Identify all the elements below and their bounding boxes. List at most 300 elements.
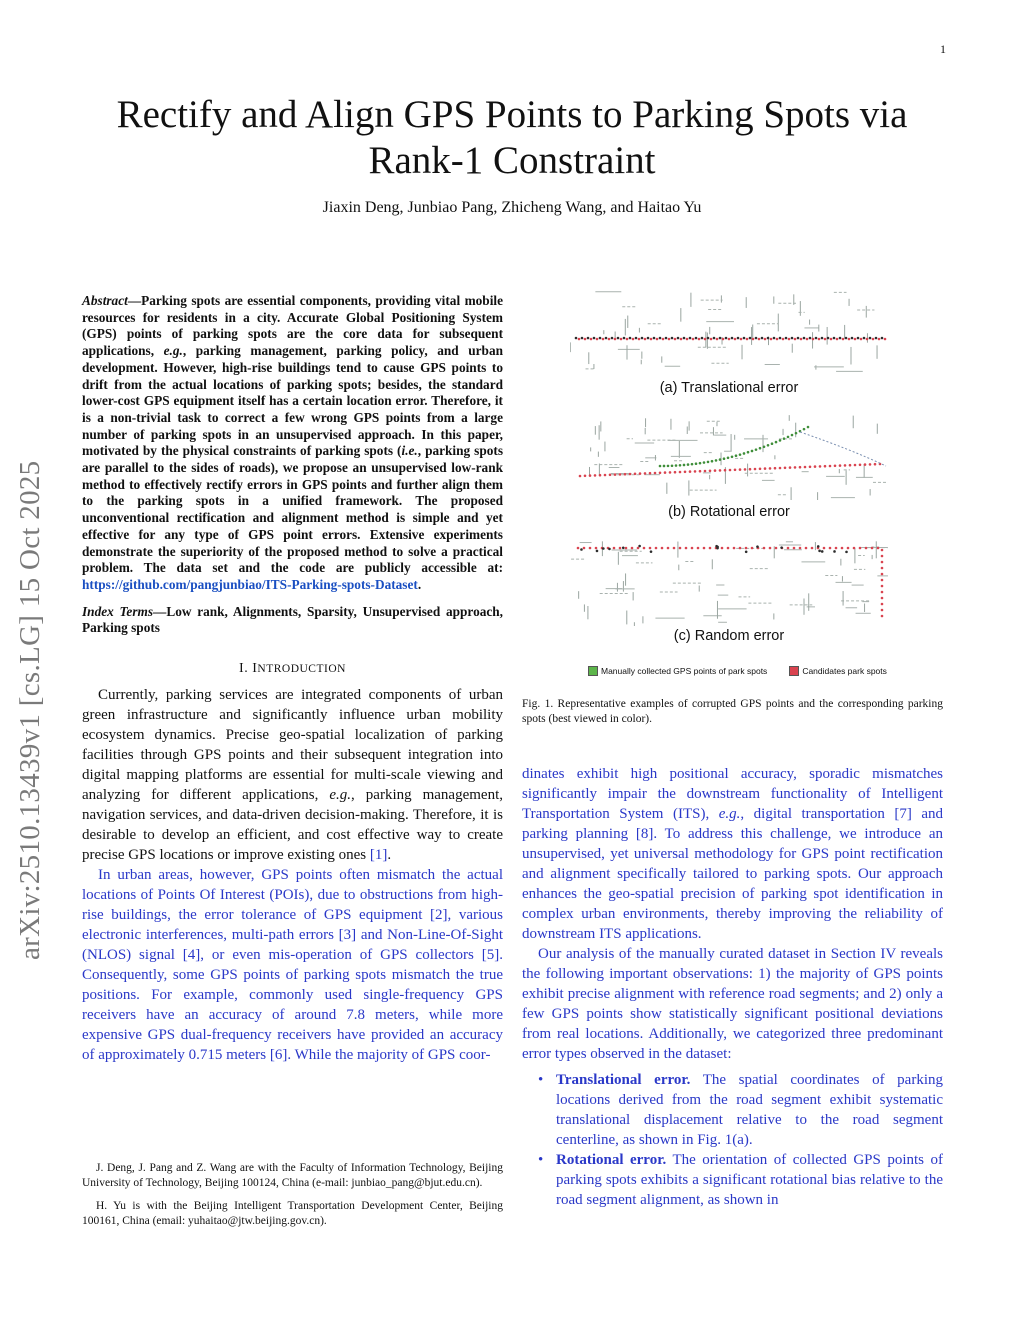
gps-point <box>707 461 710 464</box>
figure-panel-a <box>570 290 888 376</box>
candidate-spot-point <box>869 463 872 466</box>
right-column <box>522 764 943 1210</box>
candidate-spot-point <box>594 474 597 477</box>
candidate-spot-point <box>634 473 637 476</box>
candidate-spot-point <box>881 549 884 552</box>
gps-point <box>611 337 614 340</box>
panel-c-caption: (c) Random error <box>673 628 785 644</box>
candidate-spot-point <box>776 338 779 341</box>
footnote-affiliation-1: J. Deng, J. Pang and Z. Wang are with the Faculty of Information Technology, Beijing University of Technology, Beijing 100124, China (e-mail: junbiao_pang@bjut.edu.cn). <box>82 1162 503 1189</box>
gps-point <box>809 337 812 340</box>
gps-point <box>739 453 742 456</box>
gps-point <box>827 337 830 340</box>
gps-point <box>839 337 842 340</box>
candidate-spot-point <box>661 547 664 550</box>
candidate-spot-point <box>881 603 884 606</box>
gps-point <box>647 337 650 340</box>
candidate-spot-point <box>694 470 697 473</box>
candidate-spot-point <box>854 338 857 341</box>
legend-label-candidates: Candidates park spots <box>802 666 887 676</box>
gps-point <box>667 465 670 468</box>
candidate-spot-point <box>590 338 593 341</box>
candidate-spot-point <box>799 466 802 469</box>
gps-point <box>779 337 782 340</box>
bullet-dot-icon: • <box>538 1152 544 1168</box>
gps-point <box>763 445 766 448</box>
candidate-spot-point <box>787 547 790 550</box>
paper-title <box>60 92 964 184</box>
arxiv-identifier-stamp: arXiv:2510.13439v1 [cs.LG] 15 Oct 2025 <box>14 460 46 960</box>
gps-point <box>580 548 583 551</box>
candidate-spot-point <box>643 547 646 550</box>
candidate-spot-point <box>667 547 670 550</box>
gps-point <box>608 548 611 551</box>
right-paragraph-2: Our analysis of the manually curated dataset in Section IV reveals the following important observations: 1) the majority of GPS points exhibit precise alignment with reference road segments; and 2) only a few GPS points show statistically significant positional deviations from real locations. Additionally, we categorized three predominant error types observed in the dataset: <box>522 946 943 1062</box>
candidate-spot-point <box>854 464 857 467</box>
candidate-spot-point <box>734 469 737 472</box>
gps-point <box>599 337 602 340</box>
figure-caption: Fig. 1. Representative examples of corrupted GPS points and the corresponding parking spots (best viewed in color). <box>522 698 943 725</box>
gps-point <box>707 337 710 340</box>
gps-point <box>771 442 774 445</box>
candidate-spot-point <box>704 338 707 341</box>
candidate-spot-point <box>604 474 607 477</box>
candidate-spot-point <box>848 338 851 341</box>
panel-b-caption: (b) Rotational error <box>668 504 790 520</box>
gps-point <box>715 545 718 548</box>
candidate-spot-point <box>719 469 722 472</box>
candidate-spot-point <box>733 547 736 550</box>
author-list: Jiaxin Deng, Junbiao Pang, Zhicheng Wang, and Haitao Yu <box>322 199 702 216</box>
gps-point <box>737 337 740 340</box>
gps-point <box>665 337 668 340</box>
gps-point <box>695 337 698 340</box>
candidate-spot-point <box>734 338 737 341</box>
gps-point <box>795 432 798 435</box>
candidate-spot-point <box>619 473 622 476</box>
bullet-dot-icon: • <box>538 1072 544 1088</box>
footnote-affiliation-2: H. Yu is with the Beijing Intelligent Transportation Development Center, Beijing 100161, China (email: yuhaitao@jtw.beijing.gov.cn). <box>82 1200 503 1227</box>
gps-point <box>623 337 626 340</box>
candidate-spot-point <box>788 338 791 341</box>
abstract-text-1: —Parking spots are essential components, providing vital mobile resources for residents in a city. Accurate Global Positioning System (GPS) points of parking spots are the core data for subsequent applications, <box>82 293 503 359</box>
candidate-spot-point <box>754 468 757 471</box>
gps-point <box>749 337 752 340</box>
candidate-spot-point <box>809 466 812 469</box>
candidate-spot-point <box>644 338 647 341</box>
candidate-spot-point <box>818 338 821 341</box>
intro-p1-eg: e.g. <box>329 787 352 804</box>
candidate-spot-point <box>779 467 782 470</box>
candidate-spot-point <box>794 466 797 469</box>
gps-point <box>851 337 854 340</box>
candidate-spot-point <box>722 338 725 341</box>
intro-paragraph-2: In urban areas, however, GPS points often mismatch the actual locations of Points Of Interest (POIs), due to obstructions from high-rise buildings, the error tolerance of GPS equipment [2], various electronic interferences, multi-path errors [3] and Non-Line-Of-Sight (NLOS) signal [4], or even mis-operation of GPS collectors [5]. Consequently, some GPS points of parking spots mismatch the true positions. For example, commonly used single-frequency GPS receivers have an accuracy of around 7.8 meters, while more expensive GPS dual-frequency receivers have provided an accuracy of approximately 0.715 meters [6]. While the majority of GPS coor- <box>82 867 503 1064</box>
candidate-spot-point <box>684 471 687 474</box>
candidate-spot-point <box>834 465 837 468</box>
candidate-spot-point <box>835 547 838 550</box>
candidate-spot-point <box>659 472 662 475</box>
candidate-spot-point <box>689 470 692 473</box>
bullet-translational <box>522 1070 943 1150</box>
candidate-spot-point <box>625 547 628 550</box>
candidate-spot-point <box>714 469 717 472</box>
candidate-spot-point <box>841 547 844 550</box>
candidate-spot-point <box>749 468 752 471</box>
bullet-rotational <box>522 1150 943 1210</box>
gps-point <box>869 337 872 340</box>
gps-point <box>719 458 722 461</box>
candidate-spot-point <box>654 472 657 475</box>
gps-point <box>845 337 848 340</box>
candidate-spot-point <box>752 338 755 341</box>
candidate-spot-point <box>655 547 658 550</box>
gps-point <box>833 550 836 553</box>
candidate-spot-point <box>674 338 677 341</box>
candidate-spot-point <box>874 463 877 466</box>
candidate-spot-point <box>680 338 683 341</box>
gps-point <box>743 337 746 340</box>
gps-point <box>699 462 702 465</box>
gps-point <box>629 337 632 340</box>
candidate-spot-point <box>829 547 832 550</box>
abstract <box>82 293 503 594</box>
candidate-spot-point <box>881 609 884 612</box>
gps-point <box>659 337 662 340</box>
candidate-spot-point <box>877 547 880 550</box>
candidate-spot-point <box>881 561 884 564</box>
candidate-spot-point <box>692 338 695 341</box>
bullet-term: Translational error. <box>556 1072 691 1088</box>
candidate-spot-point <box>686 338 689 341</box>
candidate-spot-point <box>579 475 582 478</box>
gps-point <box>845 551 848 554</box>
candidate-spot-point <box>784 467 787 470</box>
gps-point <box>791 337 794 340</box>
section-title-rest: NTRODUCTION <box>257 663 346 676</box>
candidate-spot-point <box>609 474 612 477</box>
candidate-spot-point <box>799 547 802 550</box>
candidate-spot-point <box>842 338 845 341</box>
gps-point <box>780 546 783 549</box>
gps-point <box>638 545 641 548</box>
candidate-spot-point <box>691 547 694 550</box>
gps-point <box>735 454 738 457</box>
candidate-spot-point <box>881 555 884 558</box>
figure-panel-b <box>570 414 888 500</box>
candidate-spot-point <box>812 338 815 341</box>
gps-point <box>587 337 590 340</box>
candidate-spot-point <box>839 464 842 467</box>
candidate-spot-point <box>649 547 652 550</box>
candidate-spot-point <box>739 468 742 471</box>
citation-1[interactable]: [1] <box>369 847 388 864</box>
gps-point <box>775 441 778 444</box>
intro-paragraph-1 <box>82 685 503 865</box>
section-number: I. <box>239 661 249 677</box>
gps-point <box>745 550 748 553</box>
candidate-spot-point <box>644 472 647 475</box>
candidate-spot-point <box>624 473 627 476</box>
gps-point <box>773 337 776 340</box>
gps-point <box>815 337 818 340</box>
gps-point <box>622 546 625 549</box>
candidate-spot-point <box>859 547 862 550</box>
gps-point <box>677 337 680 340</box>
gps-point <box>783 437 786 440</box>
gps-point <box>755 337 758 340</box>
gps-point <box>689 337 692 340</box>
legend-swatch-green <box>588 666 598 676</box>
gps-point <box>818 550 821 553</box>
error-type-list <box>522 1070 943 1210</box>
candidate-spot-point <box>878 338 881 341</box>
gps-point <box>821 337 824 340</box>
candidate-spot-point <box>782 338 785 341</box>
gps-point <box>711 460 714 463</box>
gps-point <box>756 545 759 548</box>
right-p1-text-b: , digital transportation [7] and parking planning [8]. To address this challenge, we introduce an unsupervised, yet universal methodology for GPS point rectification and alignment specifically tailored to parking spots. Our approach enhances the geo-spatial precision of parking spot identification in complex urban environments, thereby improving the reliability of downstream ITS applications. <box>522 806 943 942</box>
candidate-spot-point <box>751 547 754 550</box>
candidate-spot-point <box>860 338 863 341</box>
title-line-2: Rank-1 Constraint <box>368 139 656 182</box>
gps-point <box>803 428 806 431</box>
candidate-spot-point <box>881 591 884 594</box>
intro-p1-text-a: Currently, parking services are integrated components of urban green infrastructure and significantly influence urban mobility ecosystem dynamics. Precise geo-spatial localization of parking facilities through GPS points and their subsequent integration into digital mapping platforms are essential for multi-scale viewing and analyzing for different applications, <box>82 687 503 804</box>
candidate-spot-point <box>844 464 847 467</box>
candidate-spot-point <box>853 547 856 550</box>
candidate-spot-point <box>740 338 743 341</box>
candidate-spot-point <box>584 475 587 478</box>
gps-point <box>767 444 770 447</box>
abstract-text-2: , parking management, parking policy, and urban development. However, high-rise buildings tend to cause GPS points to drift from the actual locations of parking spots; besides, the standard lower-cost GPS equipment itself has a certain location error. Therefore, it is a non-trivial task to correct a few wrong GPS points from a large number of parking spots in an unsupervised approach. In this paper, motivated by the physical constraints of parking spots ( <box>82 343 503 459</box>
index-terms-label: Index Terms <box>82 603 154 619</box>
candidate-spot-point <box>728 338 731 341</box>
candidate-spot-point <box>619 547 622 550</box>
right-paragraph-1 <box>522 764 943 944</box>
gps-point <box>641 337 644 340</box>
candidate-spot-point <box>769 547 772 550</box>
candidate-spot-point <box>769 467 772 470</box>
candidate-spot-point <box>789 466 792 469</box>
abstract-text-3: , parking spots are parallel to the sides of roads), we propose an unsupervised low-rank method to effectively rectify errors in GPS points and further align them to the parking spots in a unified framework. The proposed unconventional rectification and alignment method is simple and yet effective for any type of GPS point errors. Extensive experiments demonstrate the superiority of the proposed method to solve a practical problem. The data set and the code are publicly accessible at: <box>82 443 503 576</box>
candidate-spot-point <box>745 547 748 550</box>
candidate-spot-point <box>699 470 702 473</box>
gps-point <box>761 337 764 340</box>
candidate-spot-point <box>881 567 884 570</box>
bullet-term: Rotational error. <box>556 1152 667 1168</box>
gps-point <box>663 465 666 468</box>
candidate-spot-point <box>729 469 732 472</box>
gps-point <box>881 337 884 340</box>
candidate-spot-point <box>632 338 635 341</box>
candidate-spot-point <box>881 597 884 600</box>
index-terms <box>82 604 503 637</box>
gps-point <box>863 337 866 340</box>
candidate-spot-point <box>710 338 713 341</box>
candidate-spot-point <box>709 547 712 550</box>
left-column <box>82 293 503 1065</box>
candidate-spot-point <box>589 474 592 477</box>
candidate-spot-point <box>758 338 761 341</box>
gps-point <box>596 550 599 553</box>
candidate-spot-point <box>614 473 617 476</box>
candidate-spot-point <box>759 468 762 471</box>
candidate-spot-point <box>685 547 688 550</box>
candidate-spot-point <box>578 338 581 341</box>
candidate-spot-point <box>793 547 796 550</box>
intro-p1-end: . <box>387 847 392 864</box>
translational-error-plot <box>570 290 888 376</box>
gps-point <box>683 337 686 340</box>
candidate-spot-point <box>679 471 682 474</box>
candidate-spot-point <box>668 338 671 341</box>
candidate-spot-point <box>589 547 592 550</box>
candidate-spot-point <box>805 547 808 550</box>
candidate-spot-point <box>881 585 884 588</box>
candidate-spot-point <box>739 547 742 550</box>
figure-legend <box>588 666 887 676</box>
gps-point <box>653 337 656 340</box>
section-first-letter: I <box>252 661 258 677</box>
candidate-spot-point <box>871 547 874 550</box>
gps-point <box>605 337 608 340</box>
candidate-spot-point <box>774 467 777 470</box>
candidate-spot-point <box>770 338 773 341</box>
candidate-spot-point <box>836 338 839 341</box>
right-p1-eg: e.g. <box>718 806 741 822</box>
gps-point <box>751 450 754 453</box>
gps-point <box>671 464 674 467</box>
page-number: 1 <box>940 42 946 56</box>
candidate-spot-point <box>804 466 807 469</box>
candidate-spot-point <box>806 338 809 341</box>
candidate-spot-point <box>847 547 850 550</box>
candidate-spot-point <box>626 338 629 341</box>
candidate-spot-point <box>664 471 667 474</box>
candidate-spot-point <box>639 472 642 475</box>
gps-point <box>703 461 706 464</box>
candidate-spot-point <box>595 547 598 550</box>
gps-point <box>875 337 878 340</box>
random-error-plot <box>570 540 888 626</box>
candidate-spot-point <box>881 615 884 618</box>
candidate-spot-point <box>649 472 652 475</box>
gps-point <box>617 337 620 340</box>
candidate-spot-point <box>620 338 623 341</box>
right-p1-text-a: dinates exhibit high positional accuracy, sporadic mismatches significantly impair the downstream functionality of Intelligent Transportation System (ITS), <box>522 766 943 822</box>
gps-point <box>857 337 860 340</box>
candidate-spot-point <box>763 547 766 550</box>
candidate-spot-point <box>716 338 719 341</box>
candidate-spot-point <box>674 471 677 474</box>
gps-point <box>713 337 716 340</box>
candidate-spot-point <box>824 338 827 341</box>
candidate-spot-point <box>864 463 867 466</box>
gps-point <box>797 337 800 340</box>
gps-point <box>683 464 686 467</box>
gps-point <box>833 337 836 340</box>
candidate-spot-point <box>881 579 884 582</box>
candidate-spot-point <box>721 547 724 550</box>
candidate-spot-point <box>614 338 617 341</box>
gps-point <box>695 462 698 465</box>
index-terms-text: —Low rank, Alignments, Sparsity, Unsupervised approach, Parking spots <box>82 603 503 636</box>
candidate-spot-point <box>764 338 767 341</box>
title-line-1: Rectify and Align GPS Points to Parking Spots via <box>116 93 908 136</box>
footnotes <box>82 1161 503 1237</box>
gps-point <box>691 463 694 466</box>
candidate-spot-point <box>669 471 672 474</box>
candidate-spot-point <box>656 338 659 341</box>
candidate-spot-point <box>709 470 712 473</box>
bullet-text: The orientation of collected GPS points of parking spots exhibits a significant rotational bias relative to the road segment alignment, as shown in <box>556 1152 944 1208</box>
candidate-spot-point <box>724 469 727 472</box>
intro-p1-text-b: , parking management, navigation services, and data-driven decision-making. Therefore, it is desirable to develop an efficient, and cost effective way to create precise GPS locations or improve existing ones <box>82 787 503 864</box>
legend-label-collected: Manually collected GPS points of park spots <box>601 666 768 676</box>
gps-point <box>593 337 596 340</box>
candidate-spot-point <box>814 465 817 468</box>
gps-point <box>759 447 762 450</box>
dataset-link[interactable]: https://github.com/pangjunbiao/ITS-Parking-spots-Dataset <box>82 576 418 592</box>
gps-point <box>723 457 726 460</box>
gps-point <box>803 337 806 340</box>
gps-point <box>779 439 782 442</box>
candidate-spot-point <box>823 547 826 550</box>
candidate-spot-point <box>859 464 862 467</box>
gps-point <box>715 459 718 462</box>
candidate-spot-point <box>583 547 586 550</box>
gps-point <box>687 463 690 466</box>
gps-point <box>725 337 728 340</box>
abstract-eg: e.g. <box>163 343 183 359</box>
candidate-spot-point <box>599 474 602 477</box>
gps-point <box>671 337 674 340</box>
candidate-spot-point <box>577 547 580 550</box>
gps-point <box>575 337 578 340</box>
gps-point <box>785 337 788 340</box>
gps-point <box>731 455 734 458</box>
gps-point <box>650 550 653 553</box>
candidate-spot-point <box>679 547 682 550</box>
bullet-text: The spatial coordinates of parking locations derived from the road segment exhibit systematic translational displacement relative to the road segment centerline, as shown in Fig. 1(a). <box>556 1072 943 1148</box>
gps-point <box>821 550 824 553</box>
candidate-spot-point <box>650 338 653 341</box>
figure-panel-c <box>570 540 888 626</box>
candidate-spot-point <box>829 465 832 468</box>
candidate-spot-point <box>631 547 634 550</box>
candidate-spot-point <box>819 465 822 468</box>
gps-point <box>817 545 820 548</box>
candidate-spot-point <box>698 338 701 341</box>
candidate-spot-point <box>602 338 605 341</box>
gps-point <box>602 547 605 550</box>
candidate-spot-point <box>764 467 767 470</box>
candidate-spot-point <box>800 338 803 341</box>
gps-point <box>747 451 750 454</box>
gps-point <box>727 456 730 459</box>
gps-point <box>731 337 734 340</box>
candidate-spot-point <box>744 468 747 471</box>
gps-point <box>679 464 682 467</box>
candidate-spot-point <box>824 465 827 468</box>
road-curve <box>800 432 886 466</box>
candidate-spot-point <box>662 338 665 341</box>
panel-a-caption: (a) Translational error <box>659 380 799 396</box>
candidate-spot-point <box>703 547 706 550</box>
gps-point <box>755 448 758 451</box>
abstract-end: . <box>417 576 422 592</box>
